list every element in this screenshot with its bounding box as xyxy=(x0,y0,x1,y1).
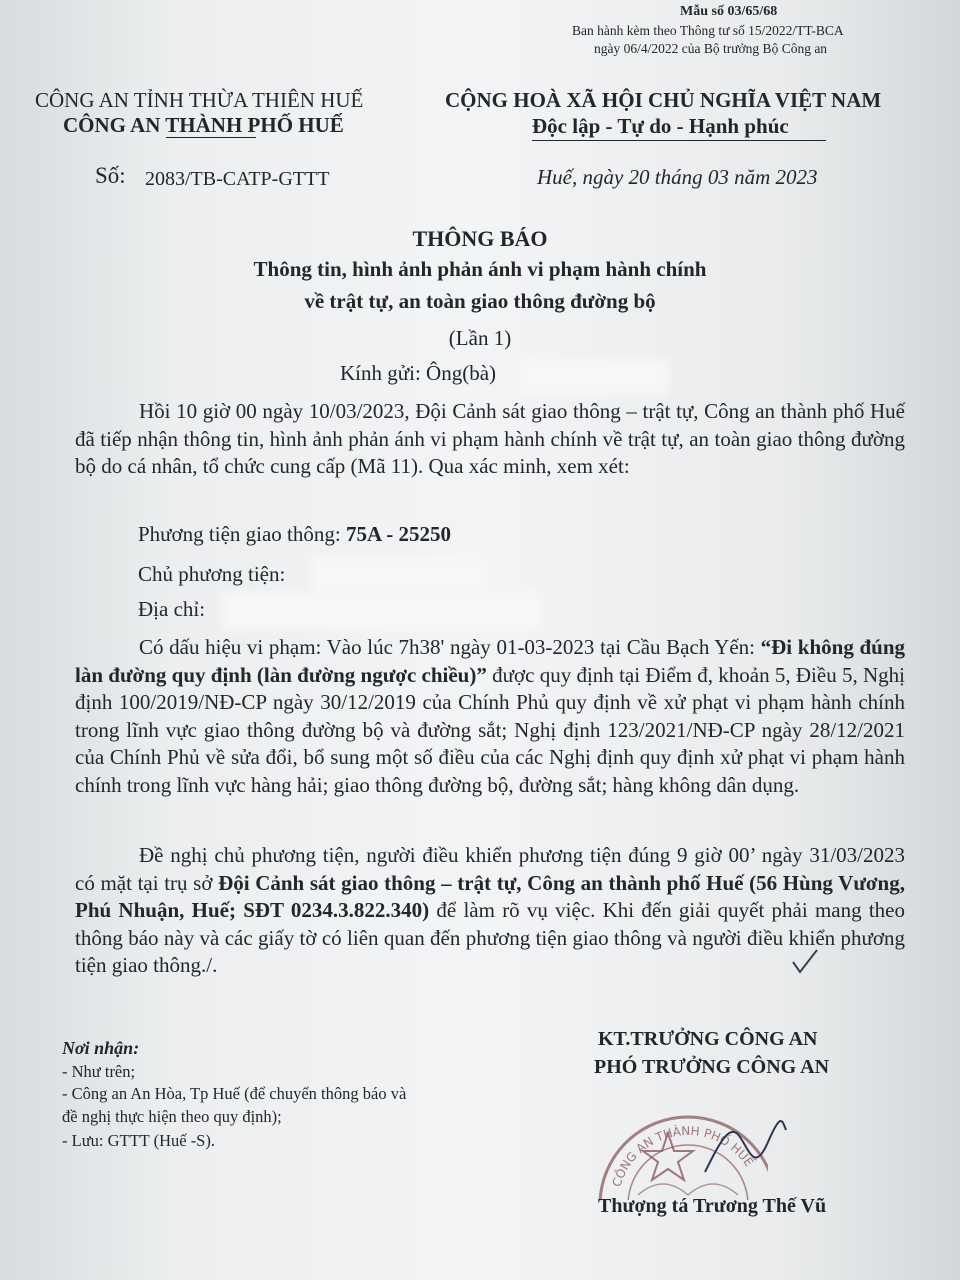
vehicle-plate: 75A - 25250 xyxy=(345,522,451,546)
violation-paragraph: Có dấu hiệu vi phạm: Vào lúc 7h38' ngày 01-03-2023 tại Cầu Bạch Yến: “Đi không đúng làn đường quy định (làn đường ngược chiều)” được quy định tại Điểm đ, khoản 5, Điều 5, Nghị định 100/2019/NĐ-CP ngày 30/12/2019 của Chính Phủ quy định về xử phạt vi phạm hành chính trong lĩnh vực giao thông đường bộ và đường sắt; Nghị định 123/2021/NĐ-CP ngày 28/12/2021 của Chính Phủ về sửa đổi, bổ sung một số điều của các Nghị định quy định xử phạt vi phạm hành chính trong lĩnh vực hàng hải; giao thông đường bộ, đường sắt; hàng không dân dụng. xyxy=(75,635,905,797)
recipients-line-3: đề nghị thực hiện theo quy định); xyxy=(62,1107,282,1126)
handwritten-signature-icon xyxy=(700,1112,790,1182)
doc-number-label: Số: xyxy=(95,163,126,188)
signature-title-1: KT.TRƯỞNG CÔNG AN xyxy=(598,1028,818,1050)
doc-number: 2083/TB-CATP-GTTT xyxy=(145,168,330,190)
doc-subtitle-2: về trật tự, an toàn giao thông đường bộ xyxy=(304,289,656,313)
address-label: Địa chỉ: xyxy=(138,597,206,621)
form-issued-line-1: Ban hành kèm theo Thông tư số 15/2022/TT-BCA xyxy=(572,23,844,38)
place-date: Huế, ngày 20 tháng 03 năm 2023 xyxy=(537,165,818,189)
owner-label: Chủ phương tiện: xyxy=(138,562,286,586)
form-issued-line-2: ngày 06/4/2022 của Bộ trưởng Bộ Công an xyxy=(594,41,828,56)
recipients-line-1: - Như trên; xyxy=(62,1062,136,1081)
motto-underline xyxy=(532,140,826,141)
recipients-line-4: - Lưu: GTTT (Huế -S). xyxy=(62,1131,215,1150)
checkmark-icon xyxy=(790,948,820,976)
nation-title: CỘNG HOÀ XÃ HỘI CHỦ NGHĨA VIỆT NAM xyxy=(445,88,882,112)
nation-motto: Độc lập - Tự do - Hạnh phúc xyxy=(532,114,789,138)
attempt-label: (Lần 1) xyxy=(448,326,512,350)
doc-title: THÔNG BÁO xyxy=(412,226,548,251)
svg-text:CÔNG AN THÀNH PHỐ HUẾ: CÔNG AN THÀNH PHỐ HUẾ xyxy=(609,1123,757,1189)
redacted-address xyxy=(228,598,536,624)
doc-subtitle-1: Thông tin, hình ảnh phản ánh vi phạm hành chính xyxy=(253,257,707,281)
intro-paragraph: Hồi 10 giờ 00 ngày 10/03/2023, Đội Cảnh sát giao thông – trật tự, Công an thành phố Huế đã tiếp nhận thông tin, hình ảnh phản ánh vi phạm hành chính về trật tự, an toàn giao thông đường bộ do cá nhân, tổ chức cung cấp (Mã 11). Qua xác minh, xem xét: xyxy=(75,399,905,478)
redacted-owner xyxy=(318,562,480,588)
vehicle-field: Phương tiện giao thông: 75A - 25250 xyxy=(138,522,451,546)
recipients-heading: Nơi nhận: xyxy=(62,1038,140,1058)
recipients-line-2: - Công an An Hòa, Tp Huế (để chuyển thông báo và xyxy=(62,1084,407,1103)
agency-underline xyxy=(166,137,256,138)
agency-name: CÔNG AN THÀNH PHỐ HUẾ xyxy=(63,113,344,137)
redacted-recipient xyxy=(525,365,663,389)
signer-name: Thượng tá Trương Thế Vũ xyxy=(598,1195,827,1217)
request-paragraph: Đề nghị chủ phương tiện, người điều khiển phương tiện đúng 9 giờ 00’ ngày 31/03/2023 có mặt tại trụ sở Đội Cảnh sát giao thông – trật tự, Công an thành phố Huế (56 Hùng Vương, Phú Nhuận, Huế; SĐT 0234.3.822.340) để làm rõ vụ việc. Khi đến giải quyết phải mang theo thông báo này và các giấy tờ có liên quan đến phương tiện giao thông và người điều khiển phương tiện giao thông./. xyxy=(75,843,906,977)
recipient-label: Kính gửi: Ông(bà) xyxy=(340,361,497,385)
form-number: Mẫu số 03/65/68 xyxy=(680,4,778,19)
signature-title-2: PHÓ TRƯỞNG CÔNG AN xyxy=(594,1056,830,1078)
agency-parent: CÔNG AN TỈNH THỪA THIÊN HUẾ xyxy=(35,88,364,112)
